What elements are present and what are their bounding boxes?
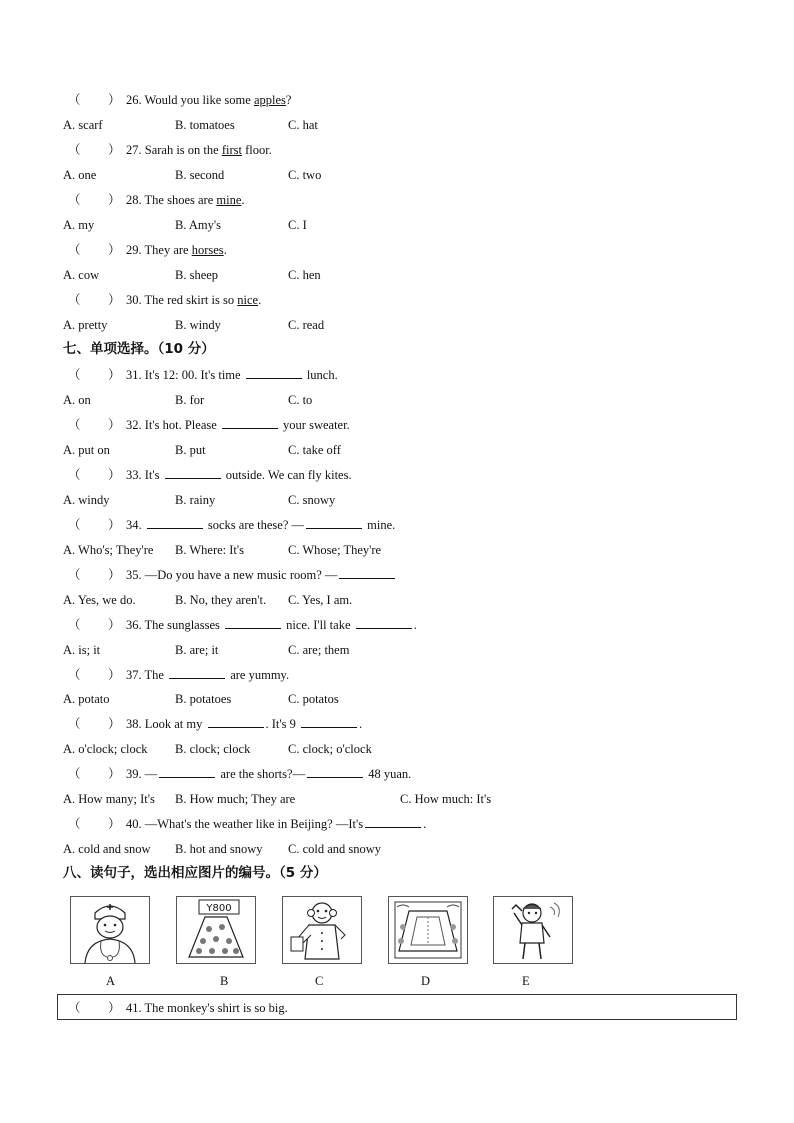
option-b[interactable]: B. are; it — [175, 643, 219, 657]
option-c[interactable]: C. read — [288, 318, 325, 332]
option-b[interactable]: B. potatoes — [175, 692, 232, 706]
picture-c-monkey[interactable] — [282, 896, 362, 964]
question-29: （ ） 29. They are horses. — [68, 243, 227, 257]
answer-bracket[interactable]: （ ） — [68, 817, 121, 831]
option-b[interactable]: B. second — [175, 168, 225, 182]
option-b[interactable]: B. put — [175, 443, 206, 457]
option-a[interactable]: A. scarf — [63, 118, 103, 132]
option-b[interactable]: B. hot and snowy — [175, 842, 263, 856]
picture-a-doctor[interactable] — [70, 896, 150, 964]
picture-label-b: B — [220, 974, 229, 988]
question-32: （ ） 32. It's hot. Please your sweater. — [68, 418, 350, 432]
fill-blank[interactable] — [307, 766, 363, 778]
option-b[interactable]: B. Where: It's — [175, 543, 245, 557]
option-c[interactable]: C. two — [288, 168, 322, 182]
fill-blank[interactable] — [222, 417, 278, 429]
option-c[interactable]: C. potatos — [288, 692, 339, 706]
picture-label-d: D — [421, 974, 431, 988]
answer-bracket[interactable]: （ ） — [68, 193, 121, 207]
option-c[interactable]: C. How much: It's — [400, 792, 492, 806]
picture-b-skirt[interactable] — [176, 896, 256, 964]
option-b[interactable]: B. Amy's — [175, 218, 222, 232]
answer-bracket[interactable]: （ ） — [68, 368, 121, 382]
underlined-word: first — [221, 143, 242, 157]
picture-d-playground[interactable] — [388, 896, 468, 964]
option-a[interactable]: A. potato — [63, 692, 110, 706]
option-c[interactable]: C. clock; o'clock — [288, 742, 372, 756]
answer-bracket[interactable]: （ ） — [68, 243, 121, 257]
fill-blank[interactable] — [339, 567, 395, 579]
answer-bracket[interactable]: （ ） — [68, 93, 121, 107]
picture-label-c: C — [315, 974, 324, 988]
fill-blank[interactable] — [147, 517, 203, 529]
section-heading: 七、单项选择。（10 分） — [63, 341, 215, 357]
option-b[interactable]: B. windy — [175, 318, 221, 332]
answer-bracket[interactable]: （ ） — [68, 143, 121, 157]
underlined-word: horses — [191, 243, 224, 257]
question-41: （ ） 41. The monkey's shirt is so big. — [68, 1001, 288, 1015]
option-c[interactable]: C. Whose; They're — [288, 543, 382, 557]
question-34: （ ） 34. socks are these? — mine. — [68, 518, 396, 532]
answer-bracket[interactable]: （ ） — [68, 293, 121, 307]
option-b[interactable]: B. No, they aren't. — [175, 593, 267, 607]
fill-blank[interactable] — [169, 667, 225, 679]
boy-icon — [494, 897, 572, 963]
option-a[interactable]: A. pretty — [63, 318, 108, 332]
answer-bracket[interactable]: （ ） — [68, 618, 121, 632]
underlined-word: apples — [253, 93, 286, 107]
question-37: （ ） 37. The are yummy. — [68, 668, 290, 682]
fill-blank[interactable] — [225, 617, 281, 629]
skirt-icon — [177, 897, 255, 963]
option-b[interactable]: B. for — [175, 393, 205, 407]
underlined-word: mine — [216, 193, 242, 207]
option-c[interactable]: C. snowy — [288, 493, 336, 507]
option-a[interactable]: A. o'clock; clock — [63, 742, 148, 756]
answer-bracket[interactable]: （ ） — [68, 668, 121, 682]
question-28: （ ） 28. The shoes are mine. — [68, 193, 245, 207]
question-39: （ ） 39. — are the shorts?— 48 yuan. — [68, 767, 412, 781]
fill-blank[interactable] — [159, 766, 215, 778]
section-heading: 八、读句子，选出相应图片的编号。（5 分） — [63, 865, 327, 881]
answer-bracket[interactable]: （ ） — [68, 418, 121, 432]
option-c[interactable]: C. are; them — [288, 643, 350, 657]
option-a[interactable]: A. on — [63, 393, 91, 407]
fill-blank[interactable] — [301, 716, 357, 728]
option-b[interactable]: B. rainy — [175, 493, 216, 507]
option-c[interactable]: C. Yes, I am. — [288, 593, 353, 607]
doctor-icon — [71, 897, 149, 963]
option-c[interactable]: C. to — [288, 393, 313, 407]
fill-blank[interactable] — [356, 617, 412, 629]
question-26: （ ） 26. Would you like some apples? — [68, 93, 292, 107]
picture-label-a: A — [106, 974, 116, 988]
option-a[interactable]: A. cow — [63, 268, 100, 282]
picture-label-e: E — [522, 974, 530, 988]
fill-blank[interactable] — [208, 716, 264, 728]
option-a[interactable]: A. cold and snow — [63, 842, 151, 856]
question-40: （ ） 40. —What's the weather like in Beijing? —It's . — [68, 817, 427, 831]
option-b[interactable]: B. How much; They are — [175, 792, 296, 806]
question-33: （ ） 33. It's outside. We can fly kites. — [68, 468, 352, 482]
question-35: （ ） 35. —Do you have a new music room? — — [68, 567, 397, 583]
option-a[interactable]: A. How many; It's — [63, 792, 155, 806]
answer-bracket[interactable]: （ ） — [68, 568, 121, 582]
question-31: （ ） 31. It's 12: 00. It's time lunch. — [68, 368, 338, 382]
question-38: （ ） 38. Look at my . It's 9 . — [68, 717, 363, 731]
option-c[interactable]: C. hat — [288, 118, 318, 132]
option-b[interactable]: B. sheep — [175, 268, 219, 282]
option-b[interactable]: B. tomatoes — [175, 118, 235, 132]
picture-e-boy[interactable] — [493, 896, 573, 964]
question-27: （ ） 27. Sarah is on the first floor. — [68, 143, 272, 157]
option-c[interactable]: C. cold and snowy — [288, 842, 382, 856]
monkey-icon — [283, 897, 361, 963]
answer-bracket[interactable]: （ ） — [68, 468, 121, 482]
fill-blank[interactable] — [365, 816, 421, 828]
option-c[interactable]: C. take off — [288, 443, 341, 457]
option-a[interactable]: A. windy — [63, 493, 110, 507]
option-c[interactable]: C. I — [288, 218, 307, 232]
fill-blank[interactable] — [165, 467, 221, 479]
answer-bracket[interactable]: （ ） — [68, 1001, 121, 1015]
answer-bracket[interactable]: （ ） — [68, 767, 121, 781]
option-a[interactable]: A. is; it — [63, 643, 101, 657]
answer-bracket[interactable]: （ ） — [68, 717, 121, 731]
option-a[interactable]: A. one — [63, 168, 97, 182]
underlined-word: nice — [237, 293, 259, 307]
playground-icon — [389, 897, 467, 963]
option-b[interactable]: B. clock; clock — [175, 742, 251, 756]
fill-blank[interactable] — [246, 367, 302, 379]
option-a[interactable]: A. Yes, we do. — [63, 593, 136, 607]
option-a[interactable]: A. Who's; They're — [63, 543, 154, 557]
fill-blank[interactable] — [306, 517, 362, 529]
option-a[interactable]: A. my — [63, 218, 95, 232]
question-36: （ ） 36. The sunglasses nice. I'll take . — [68, 618, 417, 632]
option-a[interactable]: A. put on — [63, 443, 110, 457]
question-30: （ ） 30. The red skirt is so nice. — [68, 293, 262, 307]
price-tag-text: Y800 — [206, 903, 232, 914]
answer-bracket[interactable]: （ ） — [68, 518, 121, 532]
option-c[interactable]: C. hen — [288, 268, 321, 282]
